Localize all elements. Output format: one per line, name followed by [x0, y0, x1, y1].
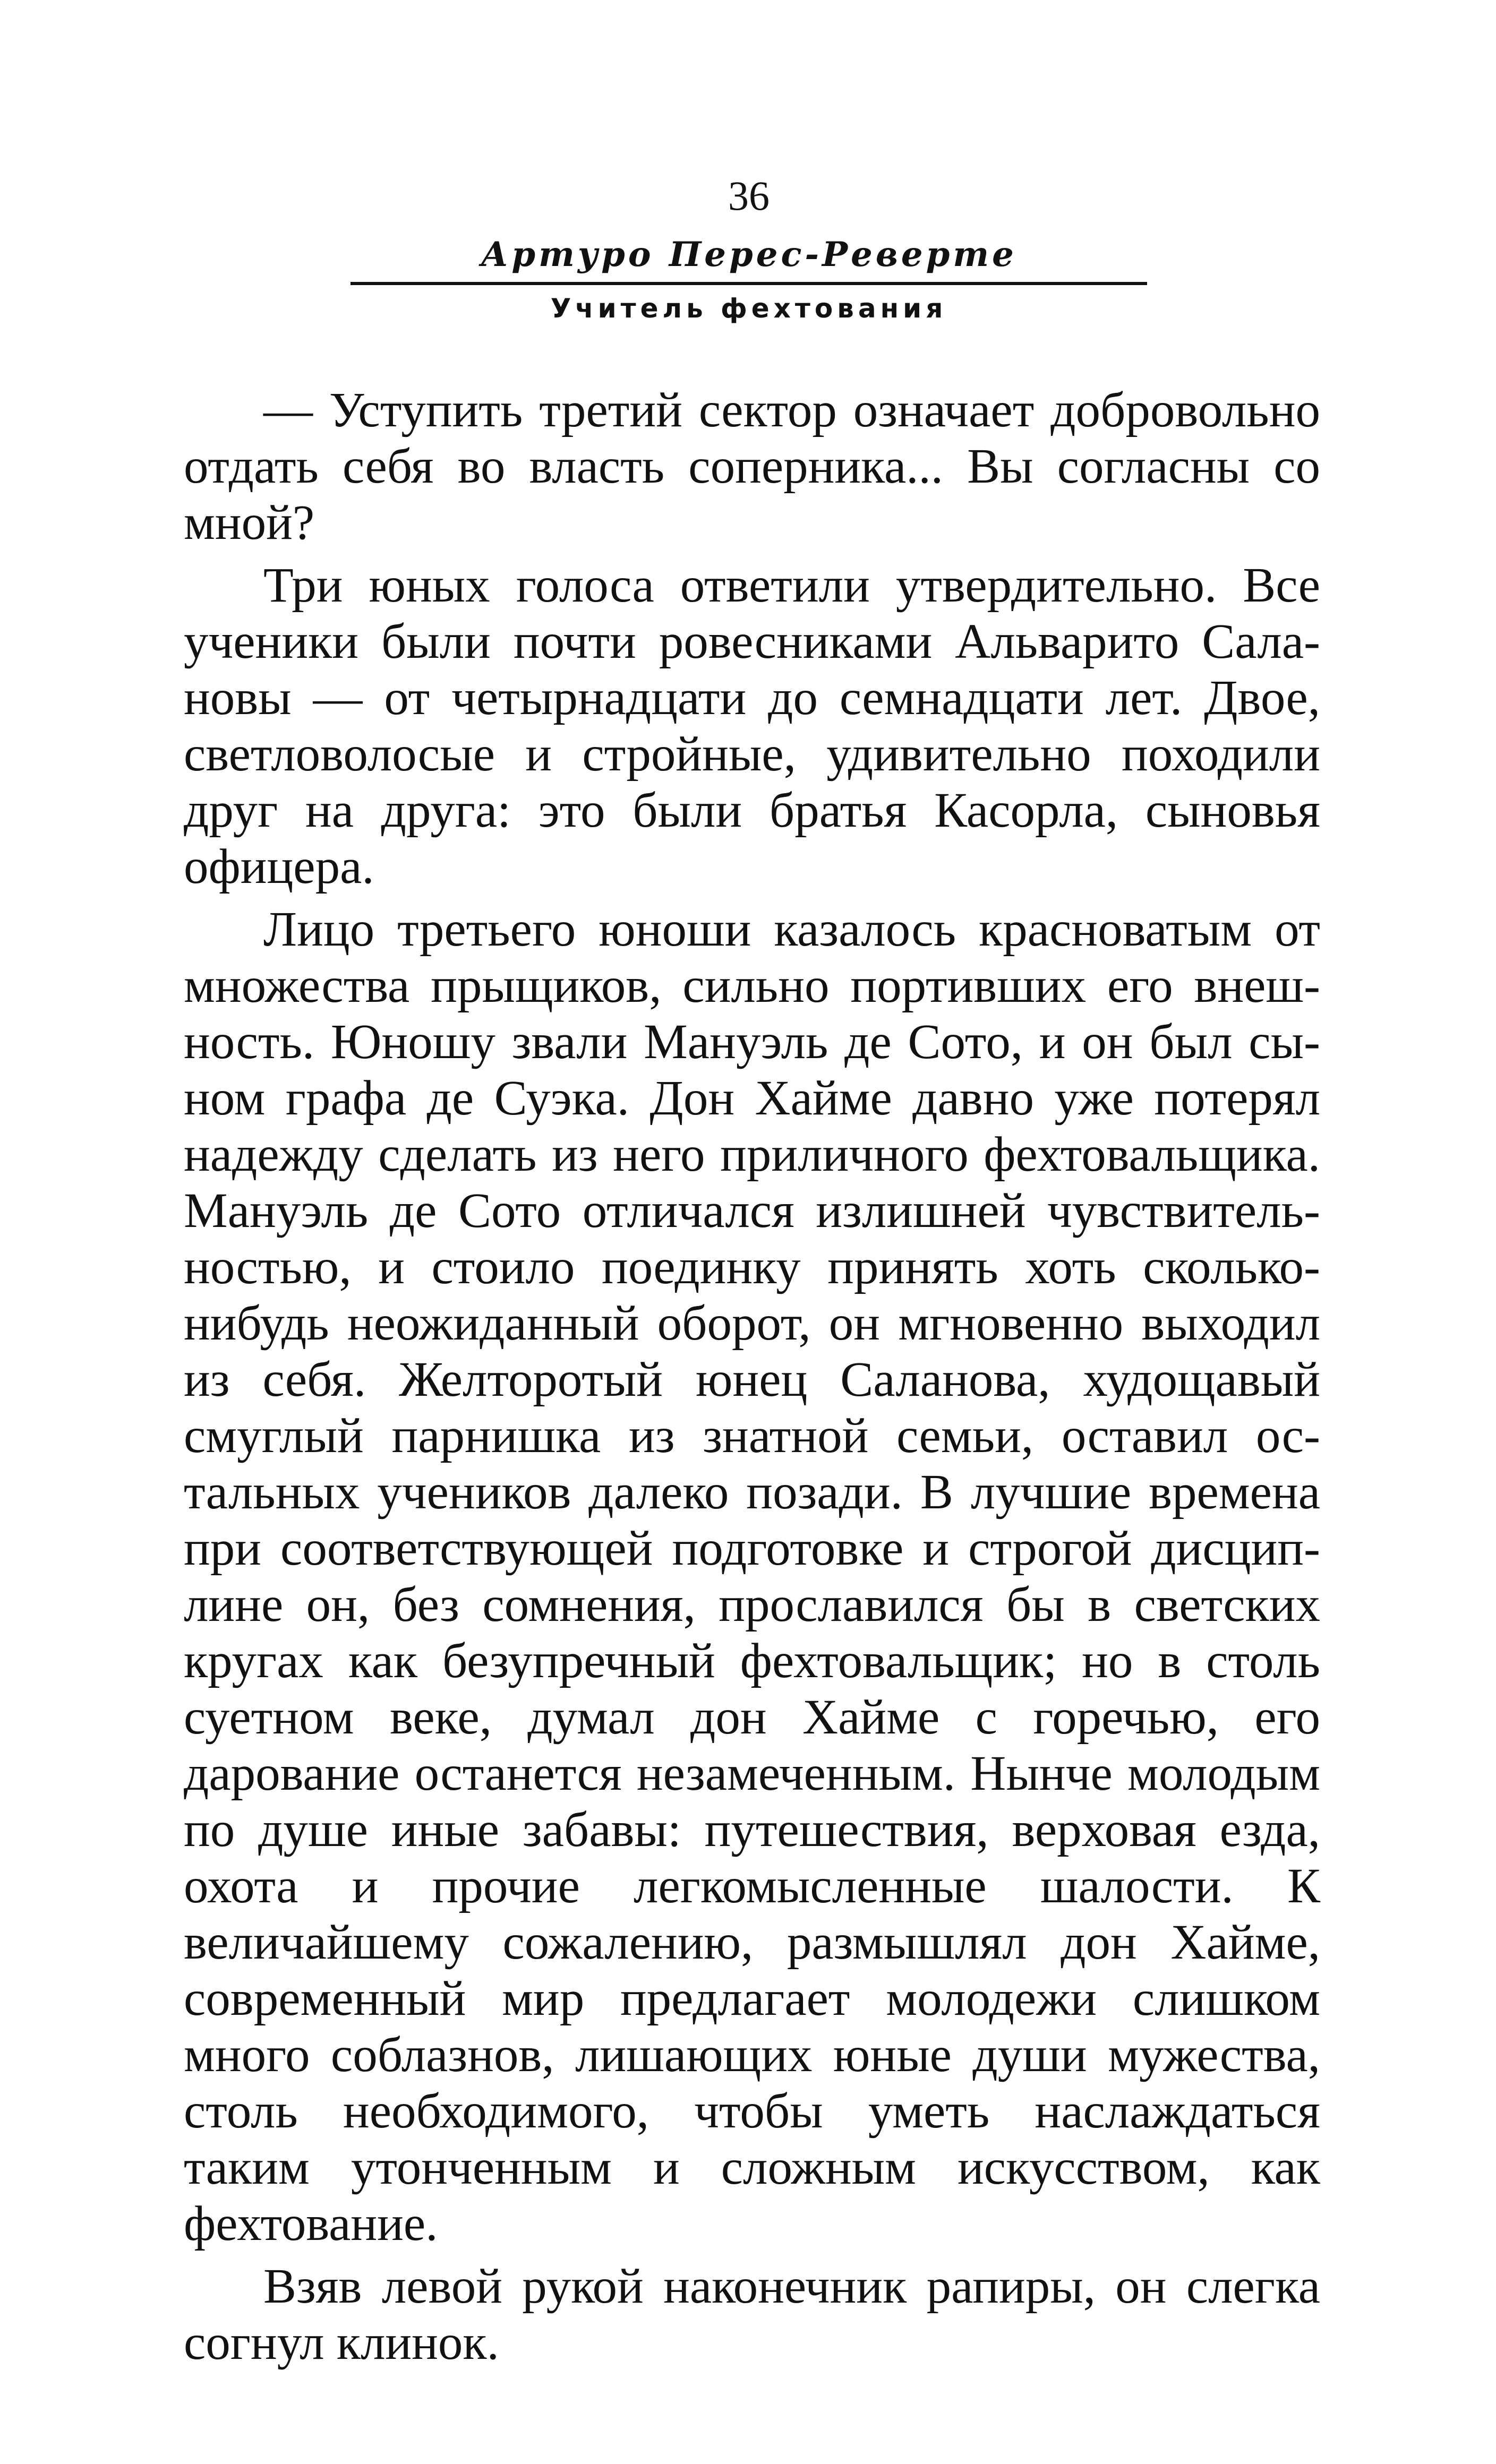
running-header: [319, 175, 1179, 324]
page-number: 36: [728, 173, 770, 219]
paragraph: Взяв левой рукой наконечник рапиры, он слегка согнул клинок.: [184, 2259, 1320, 2370]
paragraph: — Уступить третий сектор означает добровольно отдать себя во власть соперника... Вы согласны со мной?: [184, 383, 1320, 550]
body-text: [184, 382, 1320, 2377]
running-author: Артуро Перес-Реверте: [481, 235, 1017, 274]
paragraph: Лицо третьего юноши казалось красноватым от множества прыщиков, сильно портивших его внешность. Юношу звали Мануэль де Сото, и он был сыном графа де Суэка. Дон Хайме давно уже потерял надежду сделать из него приличного фехтовальщика. Мануэль де Сото отличался излишней чувствительностью, и стоило поединку принять хоть сколько-нибудь неожиданный оборот, он мгновенно выходил из себя. Желторотый юнец Саланова, худощавый смуглый парнишка из знатной семьи, оставил остальных учеников далеко позади. В лучшие времена при соответствующей подготовке и строгой дисциплине он, без сомнения, прославился бы в светских кругах как безупречный фехтовальщик; но в столь суетном веке, думал дон Хайме с горечью, его дарование останется незамеченным. Нынче молодым по душе иные забавы: путешествия, верховая езда, охота и прочие легкомысленные шалости. К величайшему сожалению, размышлял дон Хайме, современный мир предлагает молодежи слишком много соблазнов, лишающих юные души мужества, столь необходимого, чтобы уметь наслаждаться таким утонченным и сложным искусством, как фехтование.: [184, 902, 1320, 2251]
paragraph: Три юных голоса ответили утвердительно. Все ученики были почти ровесниками Альварито Салановы — от четырнадцати до семнадцати лет. Двое, светловолосые и стройные, удивительно походили друг на друга: это были братья Касорла, сыновья офицера.: [184, 558, 1320, 894]
header-divider: [351, 282, 1147, 285]
running-book-title: Учитель фехтования: [550, 293, 947, 324]
